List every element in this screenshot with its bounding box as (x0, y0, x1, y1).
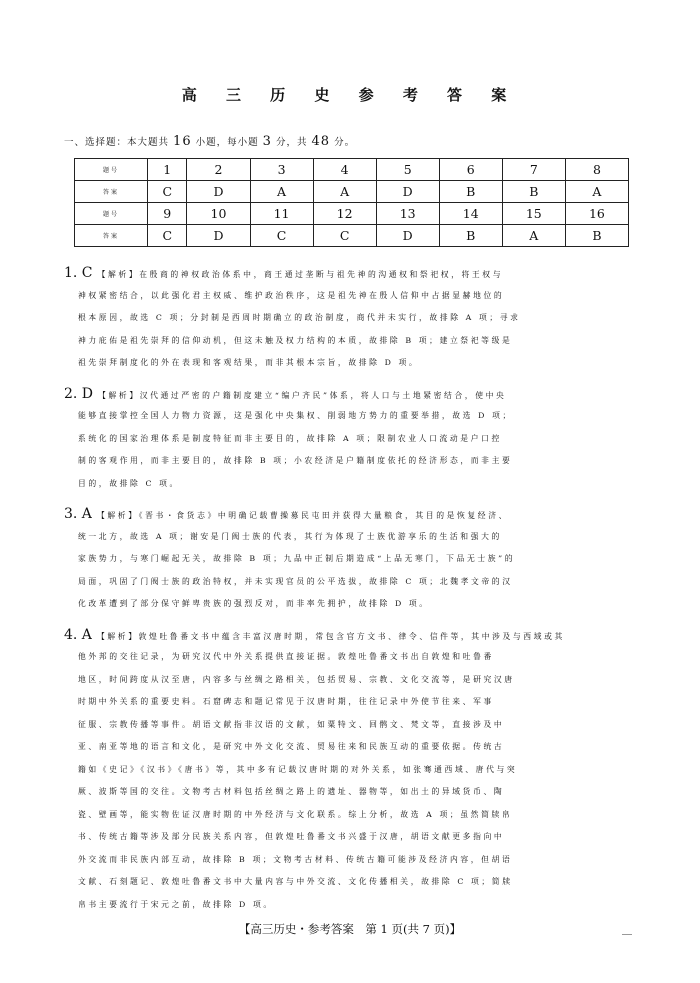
question-count: 16 (173, 134, 192, 149)
table-cell: 12 (313, 203, 376, 225)
explanation-line (64, 736, 636, 759)
explanation-text: 系统化的国家治理体系是制度特征而非主要目的，故排除 A 项；限制农业人口流动是户口控 (78, 433, 502, 443)
table-cell: B (565, 225, 628, 247)
explanation-line (64, 262, 636, 285)
table-cell: D (376, 225, 439, 247)
table-cell: 11 (250, 203, 313, 225)
explanation-line (64, 759, 636, 782)
table-cell: A (250, 181, 313, 203)
explanation-text: 【解析】汉代通过严密的户籍制度建立“编户齐民”体系，将人口与土地紧密结合，使中央 (98, 390, 507, 400)
row-label: 答案 (75, 181, 148, 203)
row-label: 题号 (75, 159, 148, 181)
table-row (75, 159, 629, 181)
answer-item (64, 503, 636, 616)
section-prefix: 一、选择题：本大题共 (64, 137, 170, 148)
explanation-text: 局面，巩固了门阀士族的政治特权，并未实现官员的公平选拔，故排除 C 项；北魏孝文帝的汉 (78, 576, 513, 586)
table-cell: B (439, 181, 502, 203)
explanation-line (64, 503, 636, 526)
explanation-line (64, 571, 636, 594)
explanation-text: 神力庇佑是祖先崇拜的信仰动机，但这未触及权力结构的本质，故排除 B 项；建立祭祀等级是 (78, 335, 513, 345)
explanation-text: 帛书主要流行于宋元之前，故排除 D 项。 (78, 899, 274, 909)
table-cell: C (148, 181, 187, 203)
explanation-text: 能够直接掌控全国人力物力资源，这是强化中央集权、削弱地方势力的重要举措，故选 D 项； (78, 411, 513, 420)
table-row (75, 203, 629, 225)
answer-table (74, 158, 629, 247)
explanation-text: 亚、南亚等地的语言和文化，是研究中外文化交流、贸易往来和民族互动的重要依据。传统古 (78, 742, 505, 751)
explanation-line (64, 285, 636, 308)
page-footer: 【高三历史・参考答案 第 1 页(共 7 页)】 (238, 922, 462, 936)
table-cell: 13 (376, 203, 439, 225)
explanation-text: 他外邦的交往记录，为研究汉代中外关系提供直接证据。敦煌吐鲁番文书出自敦煌和吐鲁番 (78, 652, 494, 661)
explanation-line (64, 894, 636, 917)
explanation-text: 文献、石刻题记、敦煌吐鲁番文书中大量内容与中外交流、文化传播相关，故排除 C 项；简牍 (78, 877, 513, 886)
explanation-line (64, 849, 636, 872)
explanation-line (64, 646, 636, 669)
section-heading (64, 134, 355, 149)
table-cell: 2 (187, 159, 250, 181)
explanation-line (64, 307, 636, 330)
section-suffix: 分。 (334, 137, 356, 148)
explanation-line (64, 526, 636, 549)
explanation-text: 祖先崇拜制度化的外在表现和客观结果，而非其根本宗旨，故排除 D 项。 (78, 358, 420, 367)
corner-dash (622, 934, 632, 935)
table-cell: B (502, 181, 565, 203)
explanation-line (64, 383, 636, 406)
explanation-text: 目的，故排除 C 项。 (78, 478, 180, 488)
table-cell: 7 (502, 159, 565, 181)
table-cell: 10 (187, 203, 250, 225)
table-cell: D (187, 225, 250, 247)
explanation-text: 外交流而非民族内部互动，故排除 B 项；文物考古材料、传统古籍可能涉及经济内容，但胡语 (78, 854, 513, 864)
explanation-line (64, 624, 636, 647)
answer-item (64, 383, 636, 496)
explanation-text: 时期中外关系的重要史料。石窟碑志和题记常见于汉唐时期，往往记录中外使节往来、军事 (78, 697, 494, 706)
explanation-line (64, 669, 636, 692)
explanation-line (64, 826, 636, 849)
explanation-text: 书、传统古籍等涉及部分民族关系内容，但敦煌吐鲁番文书兴盛于汉唐，胡语文献更多指向中 (78, 832, 505, 841)
explanation-text: 家族势力，与寒门崛起无关，故排除 B 项；九品中正制后期造成“上品无寒门，下品无士族”的 (78, 554, 516, 563)
table-cell: C (313, 225, 376, 247)
table-cell: 3 (250, 159, 313, 181)
explanation-text: 制的客观作用，而非主要目的，故排除 B 项；小农经济是户籍制度依托的经济形态，而非主要 (78, 456, 513, 465)
points-each: 3 (262, 134, 272, 149)
explanation-line (64, 352, 636, 375)
row-label: 题号 (75, 203, 148, 225)
page-title: 高 三 历 史 参 考 答 案 (181, 86, 519, 104)
explanation-text: 化改革遭到了部分保守鲜卑贵族的强烈反对，而非率先拥护，故排除 D 项。 (78, 599, 430, 608)
explanation-text: 厥、波斯等国的交往。文物考古材料包括丝绸之路上的遗址、器物等，如出土的异域货币、陶 (78, 787, 505, 796)
table-cell: 16 (565, 203, 628, 225)
question-number: 3. A (64, 506, 92, 522)
explanation-text: 神权紧密结合，以此强化君主权威、维护政治秩序，这是祖先神在殷人信仰中占据显赫地位的 (78, 290, 505, 300)
table-cell: 14 (439, 203, 502, 225)
explanation-line (64, 405, 636, 428)
table-cell: A (313, 181, 376, 203)
explanation-line (64, 428, 636, 451)
table-cell: 1 (148, 159, 187, 181)
table-cell: A (565, 181, 628, 203)
explanation-line (64, 593, 636, 616)
table-row (75, 225, 629, 247)
explanation-line (64, 548, 636, 571)
table-cell: C (250, 225, 313, 247)
explanation-text: 【解析】在殷商的神权政治体系中，商王通过垄断与祖先神的沟通权和祭祀权，将王权与 (97, 270, 504, 279)
table-cell: D (376, 181, 439, 203)
table-cell: 15 (502, 203, 565, 225)
explanation-line (64, 871, 636, 894)
explanation-line (64, 473, 636, 496)
section-unit: 分，共 (275, 137, 308, 148)
table-cell: A (502, 225, 565, 247)
table-cell: 8 (565, 159, 628, 181)
explanation-line (64, 714, 636, 737)
answer-item (64, 624, 636, 917)
explanation-text: 【解析】敦煌吐鲁番文书中蕴含丰富汉唐时期，常包含官方文书、律令、信件等，其中涉及与西域或其 (97, 631, 565, 641)
points-total: 48 (311, 134, 331, 149)
table-cell: 4 (313, 159, 376, 181)
table-cell: 6 (439, 159, 502, 181)
answer-explanations (64, 262, 636, 924)
explanation-text: 瓷、壁画等，能实物佐证汉唐时期的中外经济与文化联系。综上分析，故选 A 项；虽然简牍帛 (78, 809, 513, 819)
section-middle: 小题，每小题 (195, 137, 259, 148)
explanation-text: 【解析】《晋书・食货志》中明确记载曹操募民屯田并获得大量粮食，其目的是恢复经济、 (97, 511, 509, 520)
table-cell: B (439, 225, 502, 247)
question-number: 1. C (64, 265, 93, 281)
explanation-text: 地区，时间跨度从汉至唐，内容多与丝绸之路相关，包括贸易、宗教、文化交流等，是研究汉唐 (78, 674, 515, 684)
explanation-text: 征服、宗教传播等事件。胡语文献指非汉语的文献，如粟特文、回鹘文、梵文等，直接涉及中 (78, 719, 505, 729)
row-label: 答案 (75, 225, 148, 247)
table-cell: 5 (376, 159, 439, 181)
explanation-line (64, 804, 636, 827)
explanation-text: 根本原因，故选 C 项；分封制是西周时期确立的政治制度，商代并未实行，故排除 A 项；寻求 (78, 313, 521, 322)
answer-item (64, 262, 636, 375)
explanation-text: 统一北方，故选 A 项；谢安是门阀士族的代表，其行为体现了士族优游享乐的生活和强大的 (78, 531, 502, 541)
explanation-text: 籍如《史记》《汉书》《唐书》等，其中多有记载汉唐时期的对外关系，如张骞通西域、唐代与突 (78, 764, 518, 774)
table-cell: 9 (148, 203, 187, 225)
table-cell: D (187, 181, 250, 203)
question-number: 2. D (64, 385, 94, 402)
explanation-line (64, 691, 636, 714)
explanation-line (64, 450, 636, 473)
explanation-line (64, 781, 636, 804)
explanation-line (64, 330, 636, 353)
question-number: 4. A (64, 626, 92, 643)
table-row (75, 181, 629, 203)
table-cell: C (148, 225, 187, 247)
